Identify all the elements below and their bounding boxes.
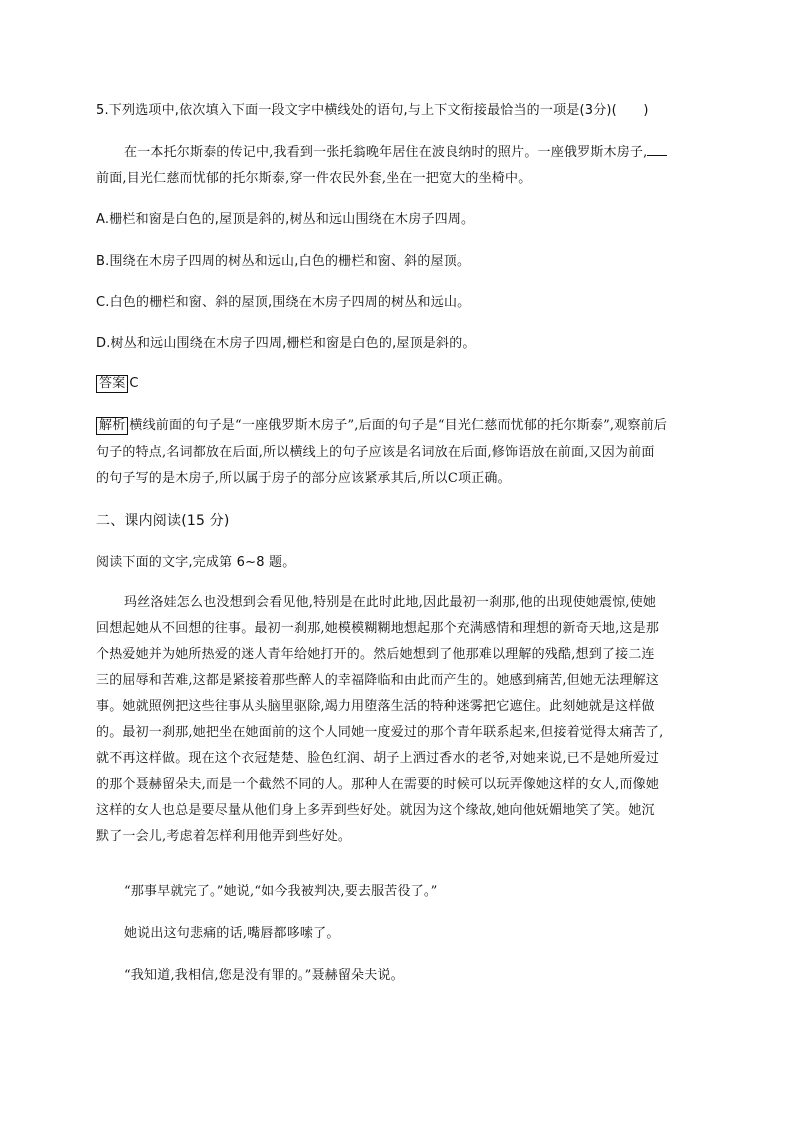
option-a: A.栅栏和窗是白色的,屋顶是斜的,树丛和远山围绕在木房子四周。 [96, 212, 475, 227]
analysis-tag: 解析 [96, 417, 128, 435]
paragraph-line-3: 个热爱她并为她所热爱的迷人青年给她打开的。然后她想到了他那难以理解的残酷,想到了接二连 [96, 647, 655, 662]
option-d: D.树丛和远山围绕在木房子四周,栅栏和窗是白色的,屋顶是斜的。 [96, 336, 476, 351]
analysis-line-2: 句子的特点,名词都放在后面,所以横线上的句子应该是名词放在后面,修饰语放在前面,又因为前面 [96, 445, 655, 460]
dialogue-line-1: “那事早就完了。”她说,“如今我被判决,要去服苦役了。” [124, 884, 438, 899]
passage-line-2: 前面,目光仁慈而忧郁的托尔斯泰,穿一件农民外套,坐在一把宽大的坐椅中。 [96, 171, 532, 186]
paragraph-line-10: 默了一会儿,考虑着怎样利用他弄到些好处。 [96, 829, 352, 844]
paragraph-line-6: 的。最初一刹那,她把坐在她面前的这个人同她一度爱过的那个青年联系起来,但接着觉得太痛苦了, [96, 725, 664, 740]
analysis-text-1: 横线前面的句子是“一座俄罗斯木房子”,后面的句子是“目光仁慈而忧郁的托尔斯泰”,观察前后 [129, 418, 668, 433]
section-instruction: 阅读下面的文字,完成第 6~8 题。 [96, 555, 296, 570]
analysis-line-3: 的句子写的是木房子,所以属于房子的部分应该紧承其后,所以C项正确。 [96, 471, 511, 486]
dialogue-line-2: 她说出这句悲痛的话,嘴唇都哆嗦了。 [124, 926, 340, 941]
paragraph-line-9: 这样的女人也总是要尽量从他们身上多弄到些好处。就因为这个缘故,她向他妩媚地笑了笑。她沉 [96, 803, 655, 818]
paragraph-line-2: 回想起她从不回想的往事。最初一刹那,她模模糊糊地想起那个充满感情和理想的新奇天地,这是那 [96, 621, 660, 636]
answer-tag: 答案 [96, 375, 128, 393]
paragraph-line-7: 就不再这样做。现在这个衣冠楚楚、脸色红润、胡子上洒过香水的老爷,对她来说,已不是她所爱过 [96, 751, 660, 766]
paragraph-line-8: 的那个聂赫留朵夫,而是一个截然不同的人。那种人在需要的时候可以玩弄像她这样的女人,而像她 [96, 777, 660, 792]
fill-blank [647, 143, 667, 156]
answer-line [96, 374, 700, 394]
option-c: C.白色的栅栏和窗、斜的屋顶,围绕在木房子四周的树丛和远山。 [96, 295, 471, 310]
passage-line-1 [124, 143, 700, 163]
answer-value: C [129, 376, 139, 391]
paragraph-line-5: 事。她就照例把这些往事从头脑里驱除,竭力用堕落生活的特种迷雾把它遮住。此刻她就是这样做 [96, 699, 655, 714]
dialogue-line-3: “我知道,我相信,您是没有罪的。”聂赫留朵夫说。 [124, 968, 404, 983]
question-stem: 5.下列选项中,依次填入下面一段文字中横线处的语句,与上下文衔接最恰当的一项是(3分)( ) [96, 103, 649, 118]
paragraph-line-1: 玛丝洛娃怎么也没想到会看见他,特别是在此时此地,因此最初一刹那,他的出现使她震惊,使她 [124, 595, 657, 610]
analysis-line-1 [96, 416, 700, 436]
paragraph-line-4: 三的屈辱和苦难,这都是紧接着那些醉人的幸福降临和由此而产生的。她感到痛苦,但她无法理解这 [96, 673, 660, 688]
section-heading: 二、课内阅读(15 分) [96, 513, 230, 529]
passage-text-1: 在一本托尔斯泰的传记中,我看到一张托翁晚年居住在波良纳时的照片。一座俄罗斯木房子, [124, 145, 648, 160]
option-b: B.围绕在木房子四周的树丛和远山,白色的栅栏和窗、斜的屋顶。 [96, 254, 471, 269]
